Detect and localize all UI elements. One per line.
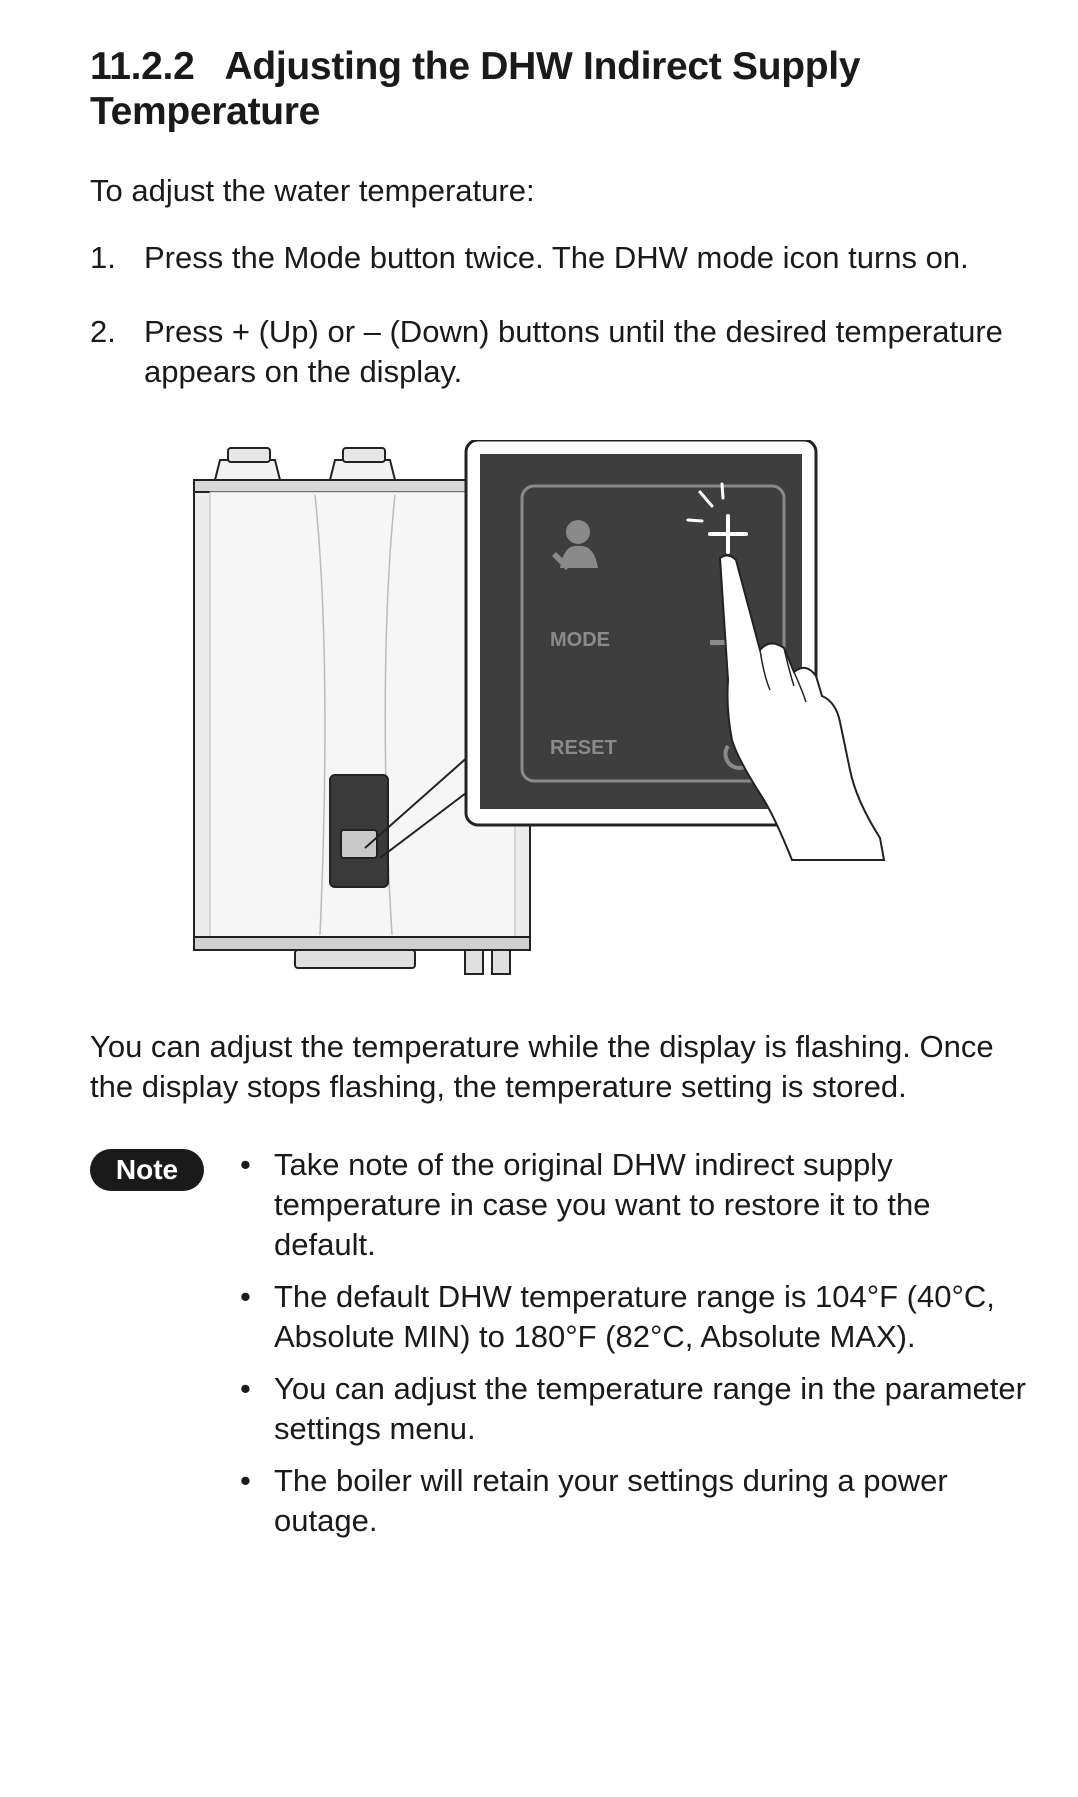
note-bullet-list [240,1145,1030,1553]
intro-text: To adjust the water temperature: [90,173,535,208]
boiler-control-illustration [180,440,900,980]
step-text: Press + (Up) or – (Down) buttons until the desired temperature appears on the display. [144,314,1003,389]
note-bullet: • The default DHW temperature range is 104°F (40°C, Absolute MIN) to 180°F (82°C, Absolute MAX). [240,1277,1030,1357]
section-heading [90,44,990,134]
step-2 [90,312,1010,392]
reset-label: RESET [550,737,617,759]
flashing-info-paragraph: You can adjust the temperature while the display is flashing. Once the display stops flashing, the temperature setting is stored. [90,1029,994,1104]
step-1 [90,238,1010,278]
section-number: 11.2.2 [90,45,195,88]
step-number: 1. [90,240,116,275]
mode-label: MODE [550,629,610,651]
note-bullet: • The boiler will retain your settings during a power outage. [240,1461,1030,1541]
note-bullet: • You can adjust the temperature range in the parameter settings menu. [240,1369,1030,1449]
step-number: 2. [90,314,116,349]
note-bullet: • Take note of the original DHW indirect supply temperature in case you want to restore it to the default. [240,1145,1030,1265]
step-text: Press the Mode button twice. The DHW mode icon turns on. [144,240,969,275]
section-title: Adjusting the DHW Indirect Supply Temperature [90,45,861,133]
note-badge: Note [90,1149,204,1191]
